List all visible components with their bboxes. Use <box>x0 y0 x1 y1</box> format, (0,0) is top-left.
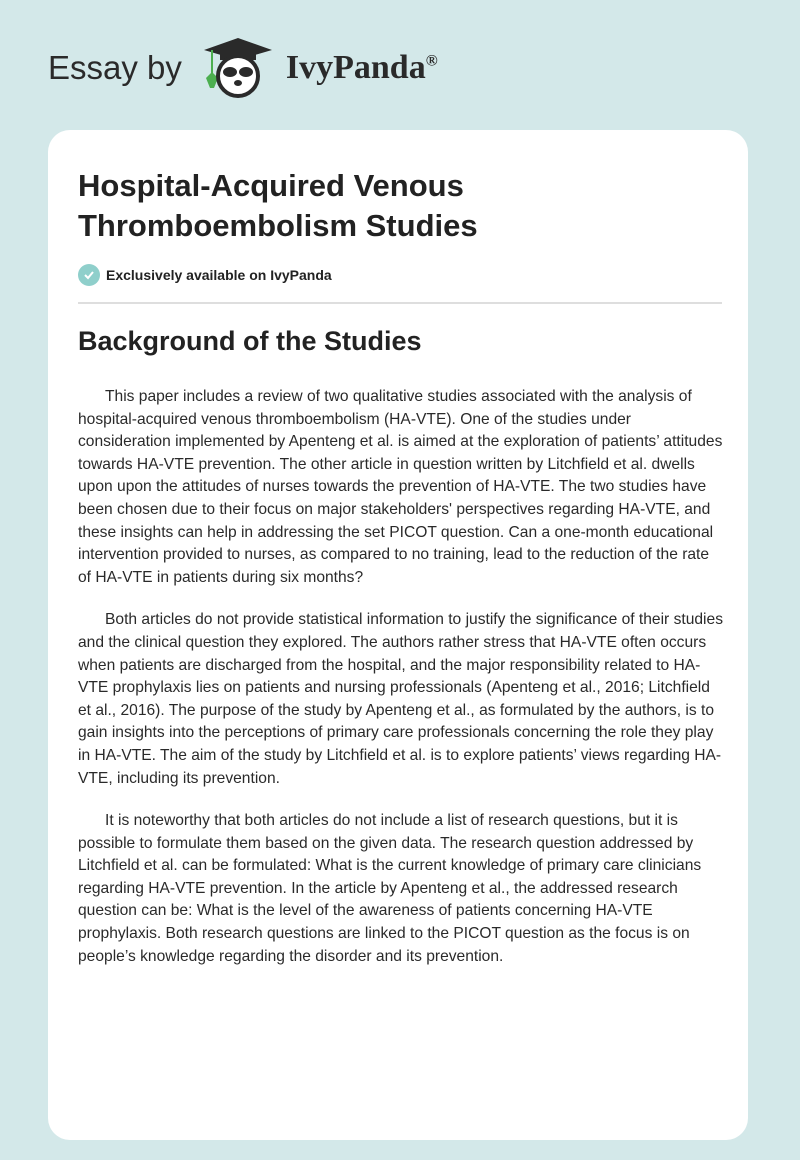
brand-name[interactable]: IvyPanda® <box>285 49 438 86</box>
paragraph: It is noteworthy that both articles do not include a list of research questions, but it is possible to formulate them based on the given data. The research question addressed by Litchfield et al. can be formulated: What is the current knowledge of primary care clinicians regarding HA-VTE prevention. In the article by Apenteng et al., the addressed research question can be: What is the level of the awareness of patients concerning HA-VTE prophylaxis. Both research questions are linked to the PICOT question as the focus is on people’s knowledge regarding the disorder and its prevention. <box>78 812 702 965</box>
badge-text: Exclusively available on IvyPanda <box>106 267 332 283</box>
panda-logo-icon <box>196 36 276 100</box>
page-title: Hospital-Acquired Venous Thromboembolism Studies <box>78 168 478 243</box>
divider <box>78 302 722 304</box>
paragraph: This paper includes a review of two qualitative studies associated with the analysis of hospital-acquired venous thromboembolism (HA-VTE). One of the studies under consideration implemented by Apenteng et al. is aimed at the exploration of patients’ attitudes towards HA-VTE prevention. The other article in question written by Litchfield et al. dwells upon upon the attitudes of nurses towards the prevention of HA-VTE. The two studies have been chosen due to their focus on major stakeholders' perspectives regarding HA-VTE, and these insights can help in addressing the set PICOT question. Can a one-month educational intervention provided to nurses, as compared to no training, lead to the reduction of the rate of HA-VTE in patients during six months? <box>78 388 723 586</box>
exclusive-badge <box>78 264 332 286</box>
article-body <box>78 386 724 988</box>
check-icon <box>78 264 100 286</box>
article-card <box>48 130 748 1140</box>
section-heading: Background of the Studies <box>78 326 422 356</box>
essay-by-label: Essay by <box>48 49 182 86</box>
paragraph: Both articles do not provide statistical information to justify the significance of their studies and the clinical question they explored. The authors rather stress that HA-VTE often occurs when patients are discharged from the hospital, and the major responsibility related to HA-VTE prophylaxis lies on patients and nursing professionals (Apenteng et al., 2016; Litchfield et al., 2016). The purpose of the study by Apenteng et al., as formulated by the authors, is to gain insights into the perceptions of primary care professionals concerning the role they play in HA-VTE. The aim of the study by Litchfield et al. is to explore patients’ views regarding HA-VTE, including its prevention. <box>78 611 723 787</box>
site-header <box>48 36 438 100</box>
